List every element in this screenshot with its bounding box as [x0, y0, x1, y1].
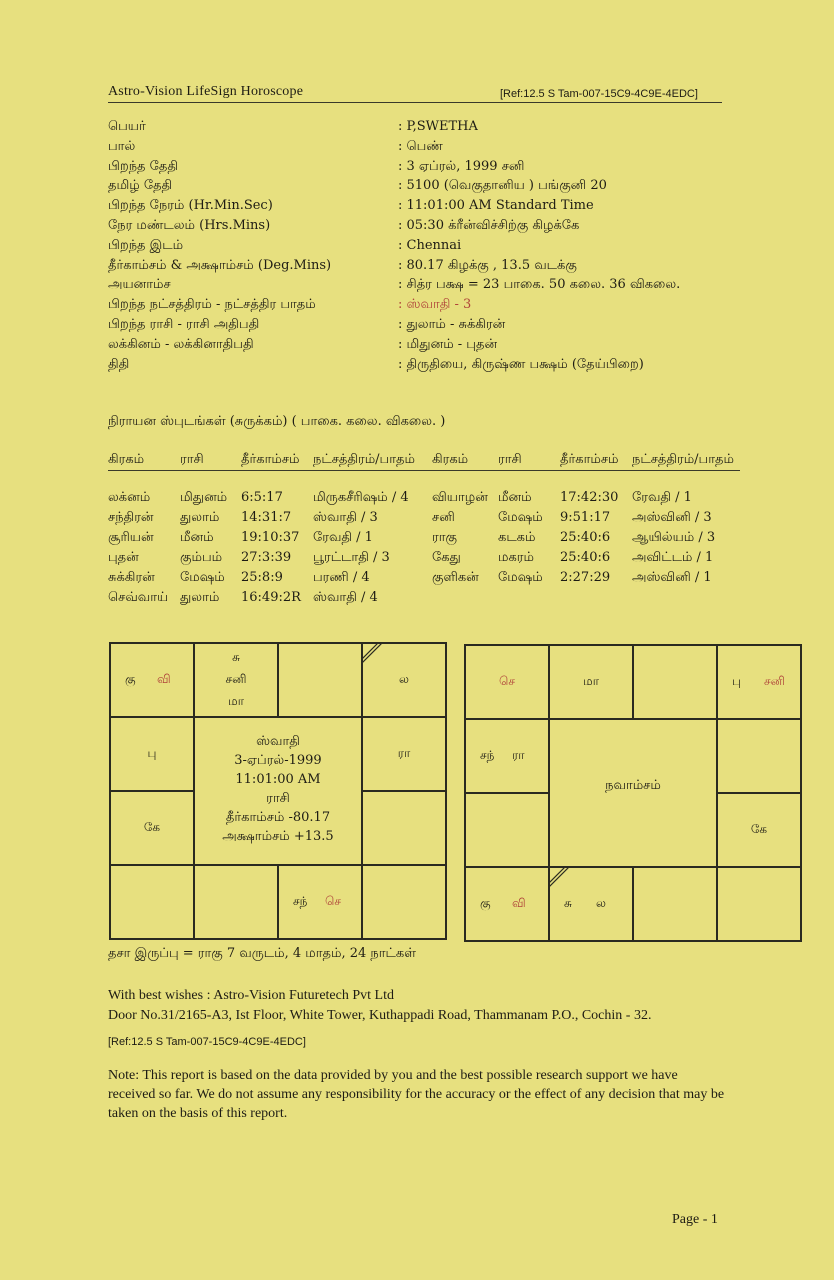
planet-cell: 27:3:39	[241, 550, 292, 565]
detail-value: : சித்ர பக்ஷ = 23 பாகை. 50 கலை. 36 விகலை.	[398, 277, 681, 293]
detail-value: : ஸ்வாதி - 3	[398, 297, 472, 313]
chart-house	[110, 791, 194, 865]
detail-value: : துலாம் - சுக்கிரன்	[398, 317, 506, 332]
chart-center-line: 11:01:00 AM	[235, 772, 321, 787]
chart-planet: ரா	[397, 746, 411, 760]
planet-cell: மீனம்	[498, 490, 532, 505]
planet-header-cell: கிரகம்	[432, 452, 469, 467]
chart-center-line: தீர்காம்சம் -80.17	[225, 810, 331, 825]
chart-planet: சந்	[480, 748, 495, 762]
planet-cell: சூரியன்	[108, 530, 154, 545]
detail-value: : திருதியை, கிருஷ்ண பக்ஷம் (தேய்பிறை)	[398, 356, 644, 372]
report-title: Astro-Vision LifeSign Horoscope	[108, 84, 304, 99]
detail-label: பிறந்த ராசி - ராசி அதிபதி	[108, 317, 260, 332]
wishes-block	[108, 986, 651, 1026]
chart-center	[549, 719, 717, 867]
planet-header-cell: நட்சத்திரம்/பாதம்	[313, 452, 415, 467]
chart-planet: வி	[512, 896, 526, 910]
detail-label: தமிழ் தேதி	[108, 178, 173, 194]
chart-center	[194, 717, 362, 865]
chart-planet: கு	[480, 896, 491, 910]
planet-cell: மேஷம்	[180, 570, 225, 585]
chart-house	[465, 719, 549, 793]
chart-center-line: அக்ஷாம்சம் +13.5	[222, 829, 334, 844]
planet-cell: 17:42:30	[560, 490, 619, 505]
planet-cell: 25:40:6	[560, 530, 611, 545]
detail-label: நேர மண்டலம் (Hrs.Mins)	[108, 218, 271, 233]
planet-header-cell: தீர்காம்சம்	[560, 452, 619, 467]
chart-planet: ல	[399, 672, 409, 686]
chart-planet: சனி	[764, 674, 785, 688]
planet-cell: கடகம்	[498, 530, 536, 545]
page-number: Page - 1	[672, 1212, 718, 1227]
planet-cell: அவிட்டம் / 1	[632, 550, 714, 565]
detail-value: : 05:30 க்ரீன்விச்சிற்கு கிழக்கே	[398, 218, 580, 233]
wishes-address: Door No.31/2165-A3, Ist Floor, White Tower, Kuthappadi Road, Thammanam P.O., Cochin - 32.	[108, 1008, 652, 1023]
chart-house	[362, 791, 446, 865]
planet-row	[108, 590, 742, 610]
detail-label: பிறந்த நட்சத்திரம் - நட்சத்திர பாதம்	[108, 297, 316, 313]
planet-cell: துலாம்	[180, 590, 220, 605]
chart-planet: சனி	[225, 672, 247, 686]
chart-planet: கு	[125, 672, 136, 686]
detail-label: அயனாம்ச	[108, 277, 171, 293]
detail-value: : 11:01:00 AM Standard Time	[398, 198, 594, 214]
chart-house	[110, 865, 194, 939]
planet-cell: கும்பம்	[180, 550, 223, 565]
planet-cell: வியாழன்	[432, 490, 488, 505]
planet-row	[108, 550, 742, 570]
planet-cell: மேஷம்	[498, 570, 543, 585]
chart-planet: சு	[232, 650, 240, 664]
planet-cell: 2:27:29	[560, 570, 611, 585]
planet-cell: பரணி / 4	[313, 570, 370, 585]
dasa-balance: தசா இருப்பு = ராகு 7 வருடம், 4 மாதம், 24 நாட்கள்	[108, 946, 416, 961]
detail-value: : 5100 (வெகுதானிய ) பங்குனி 20	[398, 178, 607, 194]
lagna-marker-icon	[549, 867, 571, 889]
planet-table-divider	[108, 470, 740, 471]
detail-value: : பெண்	[398, 138, 443, 154]
planet-cell: ராகு	[432, 530, 457, 545]
chart-house	[717, 867, 801, 941]
planet-cell: துலாம்	[180, 510, 220, 525]
chart-center-line: ஸ்வாதி	[256, 734, 300, 749]
navamsa-chart	[464, 644, 802, 942]
chart-house	[278, 865, 362, 939]
planet-cell: மிதுனம்	[180, 490, 228, 505]
header-divider	[108, 102, 722, 103]
planet-cell: அஸ்வினி / 1	[632, 570, 712, 585]
footer-ref: [Ref:12.5 S Tam-007-15C9-4C9E-4EDC]	[108, 1036, 306, 1048]
planet-cell: ஸ்வாதி / 4	[313, 590, 378, 605]
planet-cell: 25:40:6	[560, 550, 611, 565]
report-ref: [Ref:12.5 S Tam-007-15C9-4C9E-4EDC]	[500, 88, 698, 100]
chart-planet: கே	[143, 820, 161, 834]
rasi-chart	[109, 642, 447, 940]
planet-cell: சந்திரன்	[108, 510, 154, 525]
chart-house	[278, 643, 362, 717]
chart-house	[362, 865, 446, 939]
planet-cell: சனி	[432, 510, 455, 525]
planet-cell: ஸ்வாதி / 3	[313, 510, 378, 525]
chart-house	[465, 867, 549, 941]
planet-cell: 16:49:2R	[241, 590, 301, 605]
lagna-marker-icon	[362, 643, 384, 665]
planet-row	[108, 490, 742, 510]
planet-cell: 6:5:17	[241, 490, 283, 505]
planet-row	[108, 570, 742, 590]
chart-planet: பு	[732, 674, 741, 688]
chart-house	[549, 645, 633, 719]
planet-cell: 25:8:9	[241, 570, 283, 585]
planet-header-cell: ராசி	[498, 452, 522, 467]
detail-value: : Chennai	[398, 237, 462, 253]
planet-cell: புதன்	[108, 550, 139, 565]
planet-row	[108, 510, 742, 530]
planet-cell: கேது	[432, 550, 461, 565]
chart-house	[110, 643, 194, 717]
planet-cell: ரேவதி / 1	[313, 530, 373, 545]
planet-header-cell: நட்சத்திரம்/பாதம்	[632, 452, 734, 467]
chart-house	[194, 865, 278, 939]
chart-planet: சு	[564, 896, 572, 910]
detail-value: : P,SWETHA	[398, 119, 478, 134]
chart-planet: வி	[157, 672, 171, 686]
detail-value: : மிதுனம் - புதன்	[398, 336, 498, 352]
planet-section-title: நிராயன ஸ்புடங்கள் (சுருக்கம்) ( பாகை. கலை. விகலை. )	[108, 414, 446, 429]
detail-label: லக்கினம் - லக்கினாதிபதி	[108, 336, 254, 352]
chart-house	[717, 645, 801, 719]
planet-cell: பூரட்டாதி / 3	[313, 550, 390, 565]
chart-center-line: ராசி	[266, 791, 290, 806]
chart-house	[717, 793, 801, 867]
chart-house	[362, 717, 446, 791]
chart-planet: மா	[228, 694, 244, 708]
chart-planet: ல	[596, 896, 606, 910]
planet-cell: அஸ்வினி / 3	[632, 510, 712, 525]
planet-cell: மீனம்	[180, 530, 214, 545]
planet-cell: 19:10:37	[241, 530, 300, 545]
wishes-line-1: With best wishes : Astro-Vision Futuretech Pvt Ltd	[108, 988, 394, 1003]
chart-house	[633, 645, 717, 719]
disclaimer-note: Note: This report is based on the data provided by you and the best possible research support we have received so far. We do not assume any responsibility for the accuracy or the effect of any decision that may be taken on the basis of this report.	[108, 1068, 725, 1121]
detail-label: பால்	[108, 138, 136, 154]
planet-cell: செவ்வாய்	[108, 590, 169, 605]
planet-cell: குளிகன்	[432, 570, 479, 585]
detail-label: பெயர்	[108, 119, 146, 134]
chart-center-line: நவாம்சம்	[605, 778, 661, 793]
chart-center-line: 3-ஏப்ரல்-1999	[234, 753, 322, 768]
chart-house	[465, 793, 549, 867]
chart-house	[717, 719, 801, 793]
detail-label: பிறந்த தேதி	[108, 158, 178, 174]
planet-cell: மிருகசீரிஷம் / 4	[313, 490, 409, 505]
planet-header-cell: கிரகம்	[108, 452, 145, 467]
detail-label: பிறந்த இடம்	[108, 237, 184, 253]
chart-planet: கே	[750, 822, 768, 836]
detail-value: : 80.17 கிழக்கு , 13.5 வடக்கு	[398, 257, 577, 273]
chart-house	[465, 645, 549, 719]
chart-planet: செ	[499, 674, 515, 688]
chart-planet: ரா	[512, 748, 525, 762]
detail-label: பிறந்த நேரம் (Hr.Min.Sec)	[108, 198, 273, 214]
planet-header-cell: ராசி	[180, 452, 204, 467]
planet-cell: மேஷம்	[498, 510, 543, 525]
chart-planet: சந்	[293, 894, 308, 908]
planet-cell: லக்னம்	[108, 490, 151, 505]
chart-house	[110, 717, 194, 791]
chart-planet: பு	[147, 746, 157, 760]
planet-header-cell: தீர்காம்சம்	[241, 452, 300, 467]
planet-cell: 14:31:7	[241, 510, 292, 525]
detail-value: : 3 ஏப்ரல், 1999 சனி	[398, 158, 525, 174]
detail-label: திதி	[108, 356, 130, 372]
chart-planet: மா	[583, 674, 599, 688]
detail-label: தீர்காம்சம் & அக்ஷாம்சம் (Deg.Mins)	[108, 257, 332, 273]
chart-planet: செ	[325, 894, 341, 908]
planet-cell: ஆயில்யம் / 3	[632, 530, 716, 545]
chart-house	[633, 867, 717, 941]
planet-row	[108, 530, 742, 550]
planet-cell: ரேவதி / 1	[632, 490, 692, 505]
planet-cell: 9:51:17	[560, 510, 611, 525]
chart-house	[194, 643, 278, 717]
planet-cell: மகரம்	[498, 550, 534, 565]
planet-cell: சுக்கிரன்	[108, 570, 155, 585]
